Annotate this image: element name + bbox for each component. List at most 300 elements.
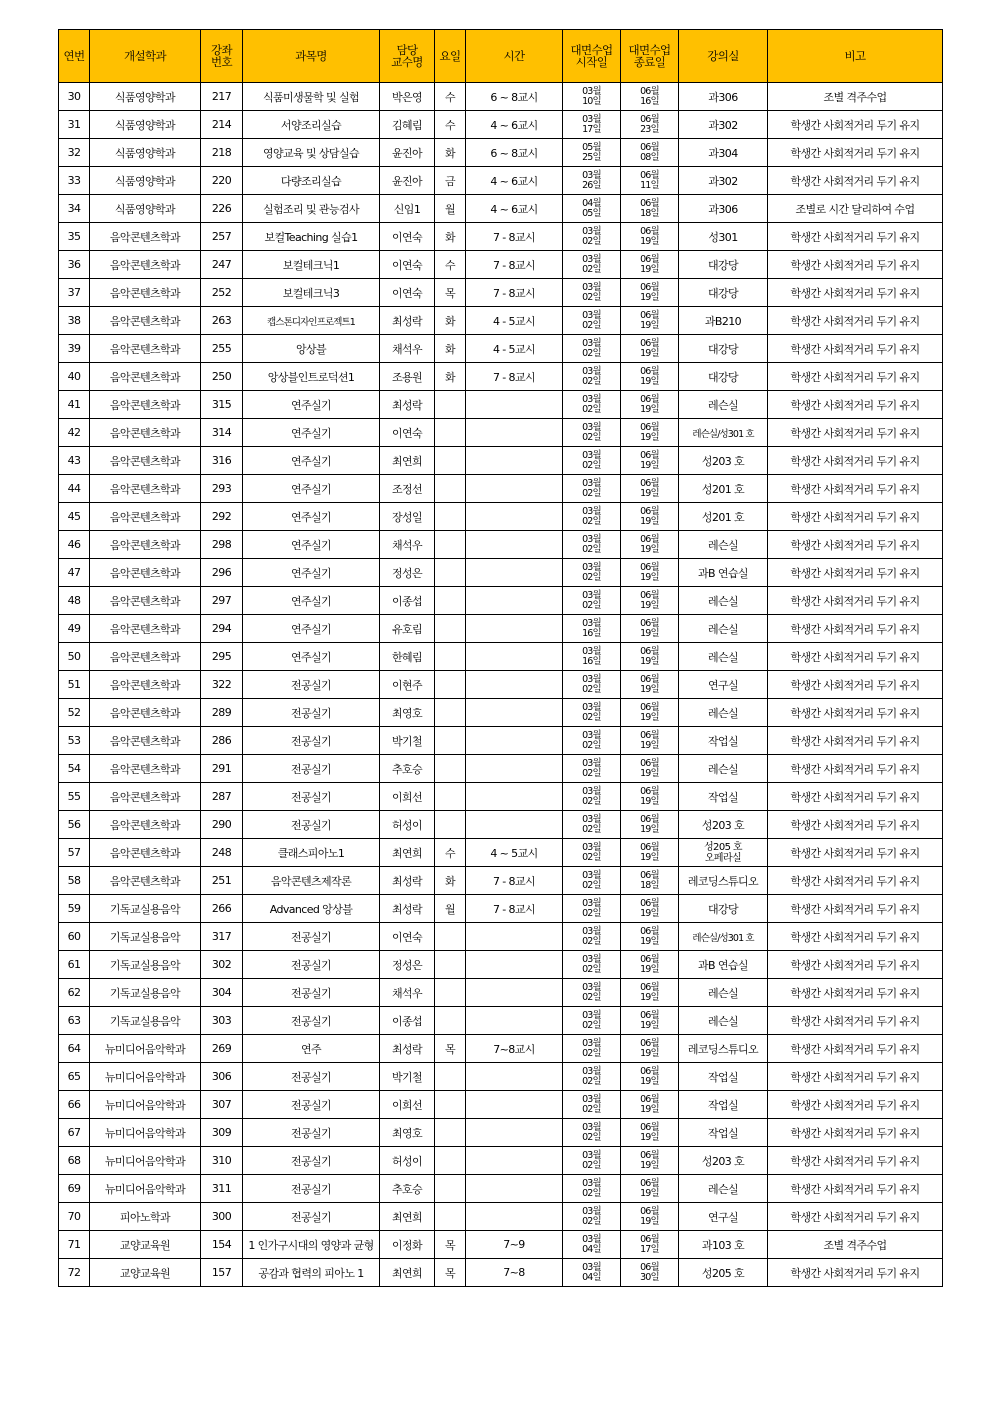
header-course: 과목명	[243, 30, 380, 83]
course-code-cell: 287	[201, 783, 243, 811]
time-cell	[466, 475, 563, 503]
professor-cell: 신임1	[380, 195, 435, 223]
weekday-cell	[435, 587, 466, 615]
start-date-cell	[563, 1119, 621, 1147]
course-code-cell: 307	[201, 1091, 243, 1119]
end-date-cell-month: 06월	[640, 1037, 659, 1049]
end-date-cell	[621, 1119, 679, 1147]
course-name-cell: 앙상블	[243, 335, 380, 363]
course-name-cell: 전공실기	[243, 1091, 380, 1119]
classroom-cell: 대강당	[679, 335, 768, 363]
start-date-cell-month: 03월	[582, 561, 601, 573]
weekday-cell	[435, 643, 466, 671]
time-cell: 4 ~ 6교시	[466, 195, 563, 223]
start-date-cell-month: 03월	[582, 673, 601, 685]
weekday-cell	[435, 923, 466, 951]
end-date-cell	[621, 223, 679, 251]
professor-cell: 조정선	[380, 475, 435, 503]
classroom-cell: 과302	[679, 111, 768, 139]
course-code-cell: 252	[201, 279, 243, 307]
start-date-cell	[563, 475, 621, 503]
end-date-cell-day: 19일	[640, 767, 659, 779]
department-cell: 식품영양학과	[90, 139, 201, 167]
course-name-cell: 보컬테크닉3	[243, 279, 380, 307]
table-row	[59, 195, 943, 223]
start-date-cell-month: 03월	[582, 897, 601, 909]
professor-cell: 최영호	[380, 699, 435, 727]
start-date-cell-day: 02일	[582, 459, 601, 471]
start-date-cell-month: 03월	[582, 1261, 601, 1273]
department-cell: 뉴미디어음악학과	[90, 1175, 201, 1203]
classroom-cell: 성301	[679, 223, 768, 251]
end-date-cell-day: 19일	[640, 263, 659, 275]
course-code-cell: 304	[201, 979, 243, 1007]
header-note: 비고	[768, 30, 943, 83]
weekday-cell	[435, 783, 466, 811]
start-date-cell	[563, 615, 621, 643]
course-name-cell: 연주실기	[243, 503, 380, 531]
table-row	[59, 1231, 943, 1259]
end-date-cell	[621, 727, 679, 755]
start-date-cell-month: 03월	[582, 225, 601, 237]
start-date-cell-month: 03월	[582, 953, 601, 965]
time-cell	[466, 699, 563, 727]
note-cell: 학생간 사회적거리 두기 유지	[768, 223, 943, 251]
row-number: 43	[59, 447, 90, 475]
end-date-cell	[621, 195, 679, 223]
classroom-cell: 과103 호	[679, 1231, 768, 1259]
table-row	[59, 615, 943, 643]
course-name-cell: 연주실기	[243, 419, 380, 447]
classroom-cell: 레슨실	[679, 391, 768, 419]
end-date-cell	[621, 1175, 679, 1203]
course-name-cell: 전공실기	[243, 1007, 380, 1035]
professor-cell: 한혜림	[380, 643, 435, 671]
end-date-cell-month: 06월	[640, 141, 659, 153]
course-code-cell: 302	[201, 951, 243, 979]
end-date-cell	[621, 307, 679, 335]
start-date-cell-month: 03월	[582, 477, 601, 489]
department-cell: 피아노학과	[90, 1203, 201, 1231]
department-cell: 음악콘텐츠학과	[90, 867, 201, 895]
note-cell: 학생간 사회적거리 두기 유지	[768, 391, 943, 419]
classroom-cell: 성201 호	[679, 503, 768, 531]
start-date-cell-day: 04일	[582, 1271, 601, 1283]
table-row	[59, 167, 943, 195]
weekday-cell	[435, 419, 466, 447]
course-code-cell: 309	[201, 1119, 243, 1147]
row-number: 33	[59, 167, 90, 195]
start-date-cell-day: 02일	[582, 263, 601, 275]
start-date-cell	[563, 587, 621, 615]
weekday-cell	[435, 1119, 466, 1147]
time-cell	[466, 755, 563, 783]
end-date-cell-day: 19일	[640, 1187, 659, 1199]
course-name-cell: 전공실기	[243, 951, 380, 979]
schedule-table	[58, 29, 943, 1287]
start-date-cell	[563, 643, 621, 671]
end-date-cell-month: 06월	[640, 197, 659, 209]
department-cell: 기독교실용음악	[90, 951, 201, 979]
time-cell	[466, 1091, 563, 1119]
professor-cell: 이연숙	[380, 279, 435, 307]
end-date-cell-month: 06월	[640, 1205, 659, 1217]
end-date-cell-month: 06월	[640, 225, 659, 237]
start-date-cell-day: 02일	[582, 991, 601, 1003]
header-room: 강의실	[679, 30, 768, 83]
course-code-cell: 157	[201, 1259, 243, 1287]
end-date-cell-month: 06월	[640, 869, 659, 881]
professor-cell: 채석우	[380, 335, 435, 363]
note-cell: 학생간 사회적거리 두기 유지	[768, 951, 943, 979]
course-name-cell: 식품미생물학 및 실험	[243, 83, 380, 111]
end-date-cell-day: 19일	[640, 1019, 659, 1031]
note-cell: 학생간 사회적거리 두기 유지	[768, 1203, 943, 1231]
start-date-cell-month: 03월	[582, 925, 601, 937]
professor-cell: 최성락	[380, 307, 435, 335]
end-date-cell-day: 19일	[640, 375, 659, 387]
table-row	[59, 307, 943, 335]
classroom-cell: 작업실	[679, 1063, 768, 1091]
end-date-cell-day: 19일	[640, 991, 659, 1003]
department-cell: 음악콘텐츠학과	[90, 559, 201, 587]
note-cell: 학생간 사회적거리 두기 유지	[768, 979, 943, 1007]
course-code-cell: 286	[201, 727, 243, 755]
end-date-cell-month: 06월	[640, 673, 659, 685]
weekday-cell: 화	[435, 307, 466, 335]
end-date-cell	[621, 867, 679, 895]
time-cell	[466, 419, 563, 447]
time-cell	[466, 531, 563, 559]
weekday-cell	[435, 1063, 466, 1091]
start-date-cell-day: 02일	[582, 599, 601, 611]
professor-cell: 최연희	[380, 1259, 435, 1287]
course-code-cell: 311	[201, 1175, 243, 1203]
professor-cell: 추호승	[380, 755, 435, 783]
department-cell: 식품영양학과	[90, 195, 201, 223]
course-name-cell: 공감과 협력의 피아노 1	[243, 1259, 380, 1287]
start-date-cell-month: 03월	[582, 337, 601, 349]
start-date-cell-day: 16일	[582, 627, 601, 639]
row-number: 62	[59, 979, 90, 1007]
start-date-cell-day: 02일	[582, 347, 601, 359]
start-date-cell	[563, 979, 621, 1007]
weekday-cell: 금	[435, 167, 466, 195]
table-row	[59, 1175, 943, 1203]
start-date-cell	[563, 755, 621, 783]
note-cell: 학생간 사회적거리 두기 유지	[768, 363, 943, 391]
professor-cell: 최연희	[380, 447, 435, 475]
start-date-cell-month: 03월	[582, 281, 601, 293]
start-date-cell-month: 03월	[582, 1233, 601, 1245]
end-date-cell	[621, 447, 679, 475]
course-code-cell: 295	[201, 643, 243, 671]
classroom-cell: 레코딩스튜디오	[679, 867, 768, 895]
time-cell: 7 - 8교시	[466, 867, 563, 895]
department-cell: 음악콘텐츠학과	[90, 727, 201, 755]
professor-cell: 최성락	[380, 391, 435, 419]
end-date-cell	[621, 559, 679, 587]
professor-cell: 이희선	[380, 783, 435, 811]
course-name-cell: 전공실기	[243, 755, 380, 783]
start-date-cell	[563, 671, 621, 699]
start-date-cell	[563, 783, 621, 811]
weekday-cell	[435, 811, 466, 839]
end-date-cell-month: 06월	[640, 113, 659, 125]
start-date-cell	[563, 335, 621, 363]
row-number: 44	[59, 475, 90, 503]
department-cell: 기독교실용음악	[90, 1007, 201, 1035]
start-date-cell-month: 03월	[582, 393, 601, 405]
table-body	[59, 83, 943, 1287]
table-row	[59, 83, 943, 111]
start-date-cell-day: 04일	[582, 1243, 601, 1255]
table-row	[59, 447, 943, 475]
start-date-cell	[563, 559, 621, 587]
table-row	[59, 671, 943, 699]
note-cell: 학생간 사회적거리 두기 유지	[768, 139, 943, 167]
course-code-cell: 317	[201, 923, 243, 951]
time-cell	[466, 1007, 563, 1035]
classroom-cell: 과306	[679, 83, 768, 111]
note-cell: 학생간 사회적거리 두기 유지	[768, 1259, 943, 1287]
course-name-cell: 전공실기	[243, 1147, 380, 1175]
end-date-cell-day: 19일	[640, 599, 659, 611]
time-cell: 7 - 8교시	[466, 895, 563, 923]
note-cell: 학생간 사회적거리 두기 유지	[768, 419, 943, 447]
end-date-cell-month: 06월	[640, 645, 659, 657]
professor-cell: 김혜림	[380, 111, 435, 139]
course-name-cell: 연주실기	[243, 559, 380, 587]
start-date-cell-month: 03월	[582, 1177, 601, 1189]
end-date-cell-day: 19일	[640, 739, 659, 751]
end-date-cell	[621, 699, 679, 727]
course-name-cell: 전공실기	[243, 1119, 380, 1147]
table-row	[59, 643, 943, 671]
weekday-cell	[435, 979, 466, 1007]
time-cell	[466, 503, 563, 531]
department-cell: 음악콘텐츠학과	[90, 699, 201, 727]
end-date-cell-day: 19일	[640, 291, 659, 303]
weekday-cell	[435, 755, 466, 783]
department-cell: 음악콘텐츠학과	[90, 783, 201, 811]
classroom-cell: 작업실	[679, 727, 768, 755]
professor-cell: 이연숙	[380, 923, 435, 951]
start-date-cell-day: 02일	[582, 515, 601, 527]
department-cell: 교양교육원	[90, 1231, 201, 1259]
end-date-cell-day: 19일	[640, 235, 659, 247]
department-cell: 음악콘텐츠학과	[90, 503, 201, 531]
start-date-cell-month: 03월	[582, 169, 601, 181]
department-cell: 뉴미디어음악학과	[90, 1091, 201, 1119]
table-row	[59, 727, 943, 755]
end-date-cell-month: 06월	[640, 953, 659, 965]
classroom-cell: 성205 호	[679, 1259, 768, 1287]
course-name-cell: 서양조리실습	[243, 111, 380, 139]
note-cell: 학생간 사회적거리 두기 유지	[768, 1035, 943, 1063]
end-date-cell-month: 06월	[640, 1233, 659, 1245]
course-code-cell: 306	[201, 1063, 243, 1091]
course-name-cell: 전공실기	[243, 783, 380, 811]
course-name-cell: 연주실기	[243, 615, 380, 643]
start-date-cell-day: 02일	[582, 767, 601, 779]
professor-cell: 유호림	[380, 615, 435, 643]
course-name-cell: 전공실기	[243, 979, 380, 1007]
start-date-cell	[563, 83, 621, 111]
header-dept: 개설학과	[90, 30, 201, 83]
header-time: 시간	[466, 30, 563, 83]
time-cell	[466, 727, 563, 755]
end-date-cell	[621, 475, 679, 503]
department-cell: 기독교실용음악	[90, 923, 201, 951]
note-cell: 학생간 사회적거리 두기 유지	[768, 755, 943, 783]
time-cell	[466, 1063, 563, 1091]
classroom-cell: 성203 호	[679, 1147, 768, 1175]
start-date-cell-day: 25일	[582, 151, 601, 163]
course-code-cell: 263	[201, 307, 243, 335]
start-date-cell	[563, 223, 621, 251]
note-cell: 학생간 사회적거리 두기 유지	[768, 1007, 943, 1035]
start-date-cell-month: 03월	[582, 1121, 601, 1133]
department-cell: 식품영양학과	[90, 83, 201, 111]
note-cell: 학생간 사회적거리 두기 유지	[768, 1091, 943, 1119]
course-code-cell: 316	[201, 447, 243, 475]
department-cell: 음악콘텐츠학과	[90, 307, 201, 335]
department-cell: 음악콘텐츠학과	[90, 839, 201, 867]
start-date-cell	[563, 895, 621, 923]
time-cell: 7~8교시	[466, 1035, 563, 1063]
row-number: 64	[59, 1035, 90, 1063]
table-row	[59, 391, 943, 419]
course-code-cell: 250	[201, 363, 243, 391]
start-date-cell-day: 17일	[582, 123, 601, 135]
row-number: 70	[59, 1203, 90, 1231]
header-no: 연번	[59, 30, 90, 83]
start-date-cell-month: 03월	[582, 1093, 601, 1105]
end-date-cell	[621, 811, 679, 839]
note-cell: 학생간 사회적거리 두기 유지	[768, 643, 943, 671]
row-number: 63	[59, 1007, 90, 1035]
note-cell: 학생간 사회적거리 두기 유지	[768, 1063, 943, 1091]
department-cell: 음악콘텐츠학과	[90, 643, 201, 671]
table-row	[59, 1147, 943, 1175]
note-cell: 학생간 사회적거리 두기 유지	[768, 531, 943, 559]
time-cell	[466, 951, 563, 979]
start-date-cell	[563, 1091, 621, 1119]
end-date-cell-month: 06월	[640, 1009, 659, 1021]
end-date-cell-month: 06월	[640, 617, 659, 629]
table-row	[59, 279, 943, 307]
weekday-cell	[435, 531, 466, 559]
course-name-cell: 전공실기	[243, 699, 380, 727]
end-date-cell	[621, 1091, 679, 1119]
department-cell: 음악콘텐츠학과	[90, 335, 201, 363]
end-date-cell-day: 19일	[640, 1047, 659, 1059]
department-cell: 음악콘텐츠학과	[90, 363, 201, 391]
note-cell: 학생간 사회적거리 두기 유지	[768, 503, 943, 531]
end-date-cell	[621, 139, 679, 167]
start-date-cell-month: 03월	[582, 253, 601, 265]
start-date-cell-day: 02일	[582, 291, 601, 303]
end-date-cell-day: 19일	[640, 319, 659, 331]
note-cell: 학생간 사회적거리 두기 유지	[768, 559, 943, 587]
table-row	[59, 1007, 943, 1035]
end-date-cell-day: 16일	[640, 95, 659, 107]
row-number: 32	[59, 139, 90, 167]
professor-cell: 이연숙	[380, 223, 435, 251]
course-name-cell: 앙상블인트로덕션1	[243, 363, 380, 391]
time-cell: 6 ~ 8교시	[466, 139, 563, 167]
course-code-cell: 292	[201, 503, 243, 531]
start-date-cell-month: 03월	[582, 617, 601, 629]
classroom-cell: 레슨실/성301 호	[679, 923, 768, 951]
course-name-cell: 연주실기	[243, 531, 380, 559]
time-cell	[466, 671, 563, 699]
start-date-cell	[563, 1147, 621, 1175]
start-date-cell-month: 03월	[582, 1037, 601, 1049]
course-name-cell: 보컬테크닉1	[243, 251, 380, 279]
professor-cell: 채석우	[380, 979, 435, 1007]
weekday-cell: 월	[435, 195, 466, 223]
row-number: 58	[59, 867, 90, 895]
row-number: 68	[59, 1147, 90, 1175]
end-date-cell-day: 19일	[640, 1103, 659, 1115]
note-cell: 조별로 시간 달리하여 수업	[768, 195, 943, 223]
end-date-cell-day: 18일	[640, 879, 659, 891]
professor-cell: 조용원	[380, 363, 435, 391]
end-date-cell-day: 19일	[640, 1159, 659, 1171]
end-date-cell	[621, 111, 679, 139]
row-number: 41	[59, 391, 90, 419]
start-date-cell-day: 02일	[582, 1047, 601, 1059]
row-number: 48	[59, 587, 90, 615]
start-date-cell-day: 02일	[582, 907, 601, 919]
course-code-cell: 269	[201, 1035, 243, 1063]
start-date-cell-day: 02일	[582, 823, 601, 835]
row-number: 47	[59, 559, 90, 587]
start-date-cell	[563, 951, 621, 979]
end-date-cell-month: 06월	[640, 1149, 659, 1161]
end-date-cell	[621, 643, 679, 671]
end-date-cell-day: 19일	[640, 487, 659, 499]
note-cell: 조별 격주수업	[768, 1231, 943, 1259]
course-code-cell: 314	[201, 419, 243, 447]
course-name-cell: 연주실기	[243, 587, 380, 615]
professor-cell: 최연희	[380, 1203, 435, 1231]
start-date-cell	[563, 111, 621, 139]
weekday-cell	[435, 559, 466, 587]
start-date-cell	[563, 1063, 621, 1091]
weekday-cell	[435, 447, 466, 475]
start-date-cell-month: 03월	[582, 1149, 601, 1161]
note-cell: 학생간 사회적거리 두기 유지	[768, 475, 943, 503]
start-date-cell-month: 03월	[582, 449, 601, 461]
course-name-cell: 전공실기	[243, 811, 380, 839]
row-number: 50	[59, 643, 90, 671]
row-number: 61	[59, 951, 90, 979]
course-name-cell: 연주	[243, 1035, 380, 1063]
note-cell: 학생간 사회적거리 두기 유지	[768, 615, 943, 643]
note-cell: 학생간 사회적거리 두기 유지	[768, 251, 943, 279]
classroom-cell: 성205 호 오페라실	[679, 839, 768, 867]
end-date-cell-month: 06월	[640, 309, 659, 321]
department-cell: 음악콘텐츠학과	[90, 811, 201, 839]
table-row	[59, 139, 943, 167]
classroom-cell: 레슨실	[679, 615, 768, 643]
classroom-cell: 레슨실	[679, 531, 768, 559]
professor-cell: 최성락	[380, 867, 435, 895]
classroom-cell: 과B 연습실	[679, 559, 768, 587]
